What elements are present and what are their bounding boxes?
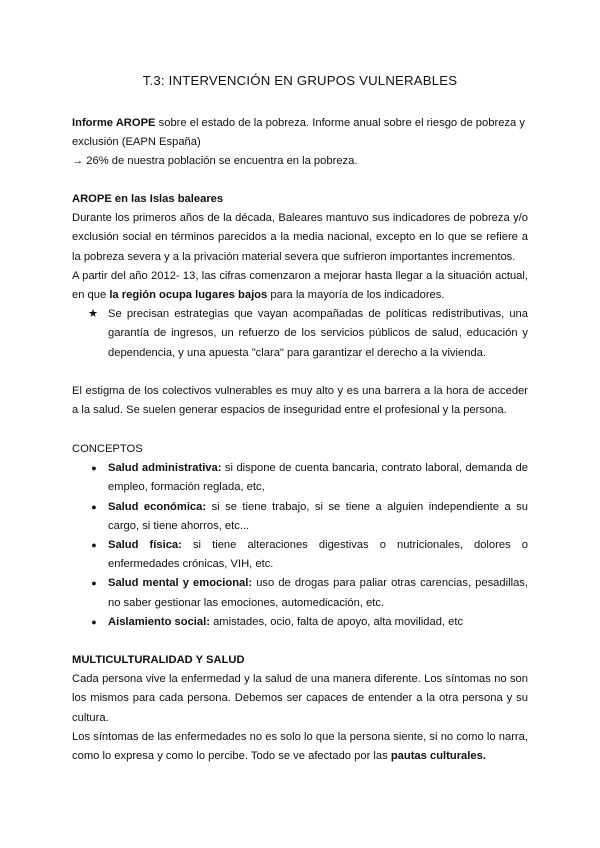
informe-paragraph: [72, 114, 528, 152]
bullet-dot-icon: ●: [91, 578, 97, 589]
concept-text: si tiene alteraciones digestivas o nutricionales, dolores o enfermedades crónicas, VIH, etc.: [108, 539, 528, 571]
para2-end: para la mayoría de los indicadores.: [267, 289, 445, 302]
multicultural-heading: MULTICULTURALIDAD Y SALUD: [72, 654, 245, 666]
multicultural-para1: Cada persona vive la enfermedad y la salud de una manera diferente. Los síntomas no son los mismos para cada persona. Debemos ser capaces de entender a la otra persona y su cultura.: [72, 673, 528, 724]
list-item: [72, 536, 528, 574]
list-item: [72, 498, 528, 536]
informe-section: [72, 114, 528, 172]
concept-label: Salud mental y emocional:: [108, 577, 253, 590]
estigma-paragraph: El estigma de los colectivos vulnerables es muy alto y es una barrera a la hora de acceder a la salud. Se suelen generar espacios de inseguridad entre el profesional y la persona.: [72, 385, 528, 417]
poverty-stat-line: → 26% de nuestra población se encuentra en la pobreza.: [72, 155, 358, 168]
multicultural-para2-start: Los síntomas de las enfermedades no es solo lo que la persona siente, si no como lo narra, como lo expresa y como lo percibe. Todo se ve afectado por las: [72, 730, 528, 763]
arope-baleares-section: [72, 190, 528, 363]
conceptos-heading: CONCEPTOS: [72, 443, 143, 455]
star-list-item: [72, 305, 528, 363]
bullet-dot-icon: ●: [91, 616, 97, 627]
multicultural-section: [72, 651, 528, 766]
informe-bold: Informe AROPE: [72, 117, 156, 129]
informe-text: sobre el estado de la pobreza. Informe anual sobre el riesgo de pobreza y exclusión (EAPN España): [72, 117, 525, 149]
list-item: [72, 574, 528, 612]
arope-baleares-para2: [72, 267, 528, 305]
star-bullet-icon: ★: [88, 308, 99, 321]
list-item: [72, 459, 528, 497]
concept-text: si se tiene trabajo, si se tiene a alguien independiente a su cargo, si tiene ahorros, etc...: [108, 500, 528, 532]
conceptos-section: [72, 440, 528, 632]
bullet-dot-icon: ●: [91, 540, 97, 551]
concept-label: Salud administrativa:: [108, 462, 222, 475]
concept-label: Aislamiento social:: [108, 615, 210, 628]
concept-text: uso de drogas para paliar otras carencias, pesadillas, no saber gestionar las emociones, automedicación, etc.: [108, 577, 529, 609]
arope-baleares-heading: AROPE en las Islas baleares: [72, 193, 224, 205]
concept-text: amistades, ocio, falta de apoyo, alta movilidad, etc: [209, 615, 464, 628]
arope-baleares-para1: Durante los primeros años de la década, Baleares mantuvo sus indicadores de pobreza y/o exclusión social en términos parecidos a la media nacional, excepto en lo que se refiere a la pobreza severa y a la privación material severa que sufrieron importantes incrementos.: [72, 212, 528, 263]
multicultural-para2: [72, 728, 528, 766]
multicultural-para2-bold: pautas culturales.: [390, 750, 486, 763]
concept-label: Salud física:: [108, 539, 182, 552]
bullet-dot-icon: ●: [91, 463, 97, 474]
star-item-text: Se precisan estrategias que vayan acompañadas de políticas redistributivas, una garantía de ingresos, un refuerzo de los servicios públicos de salud, educación y dependencia, y una apuesta "clara" para garantizar el derecho a la vivienda.: [108, 308, 528, 359]
para2-bold: la región ocupa lugares bajos: [109, 289, 268, 302]
concept-text: si dispone de cuenta bancaria, contrato laboral, demanda de empleo, formación reglada, etc,: [108, 462, 528, 494]
concept-label: Salud económica:: [108, 500, 207, 513]
list-item: [72, 613, 528, 632]
conceptos-list: [72, 459, 528, 632]
page-title: T.3: INTERVENCIÓN EN GRUPOS VULNERABLES: [142, 73, 458, 88]
para2-start: A partir del año 2012- 13, las cifras comenzaron a mejorar hasta llegar a la situación actual, en que: [72, 269, 528, 302]
bullet-dot-icon: ●: [91, 501, 97, 512]
